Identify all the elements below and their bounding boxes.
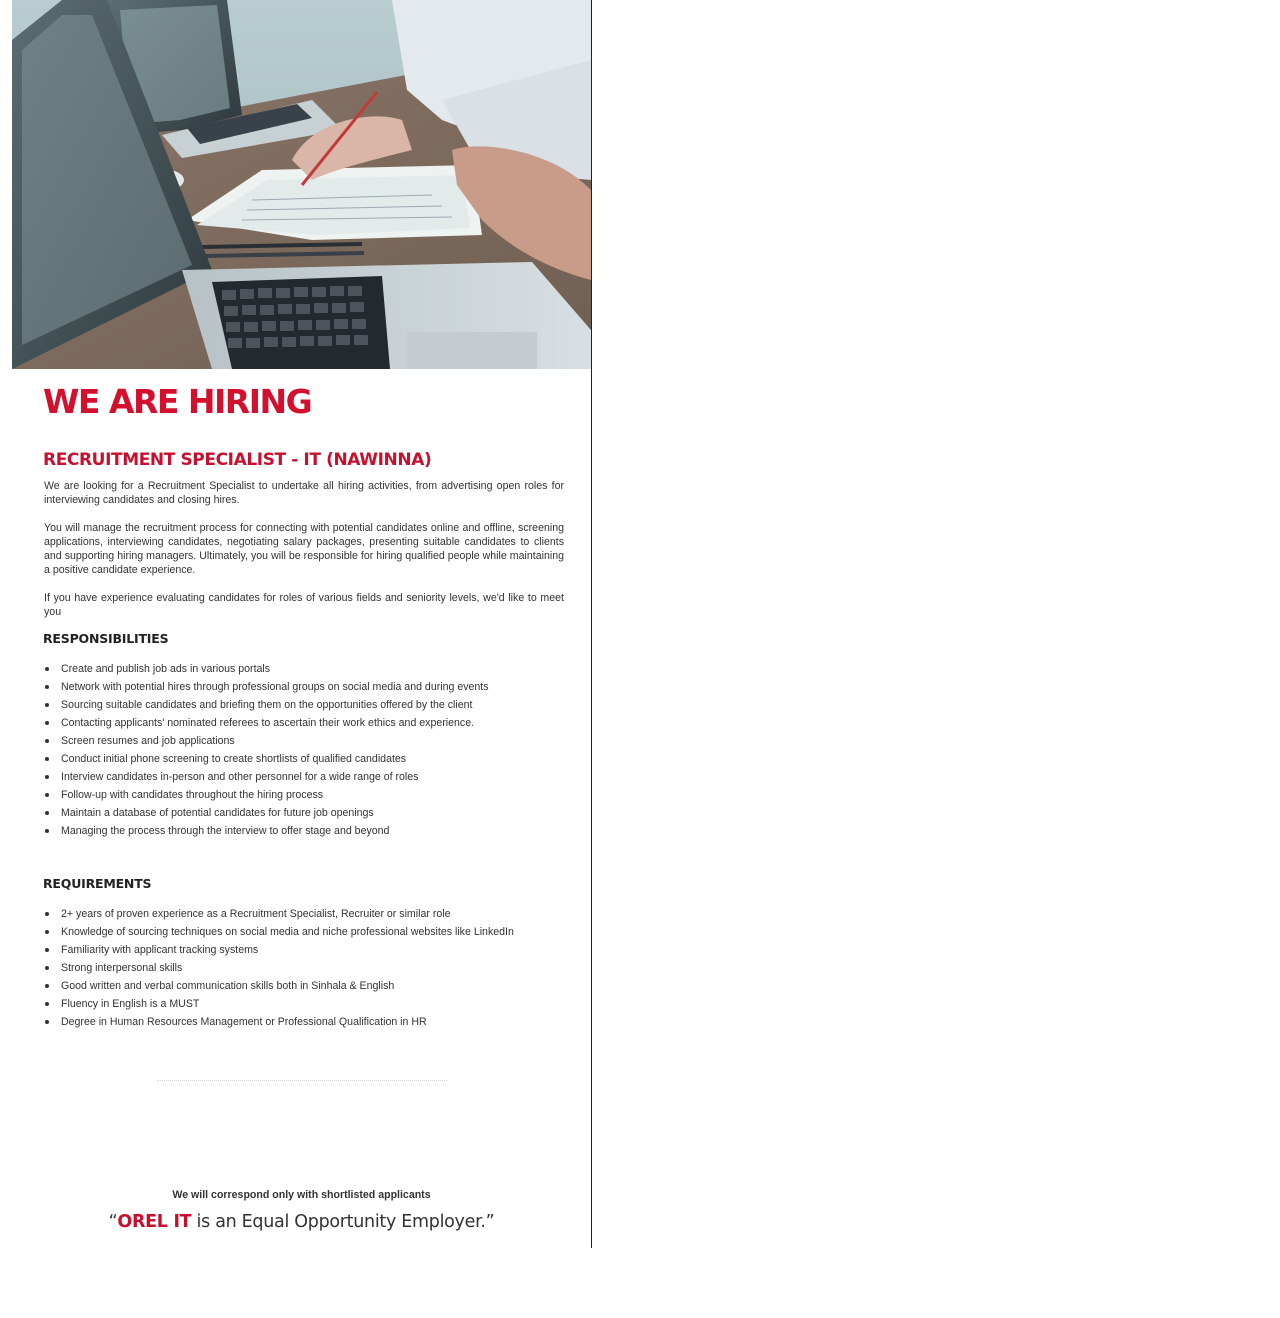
- requirements-list: [44, 905, 574, 1031]
- company-brand: OREL IT: [117, 1212, 192, 1232]
- list-item: Maintain a database of potential candidates for future job openings: [44, 804, 574, 822]
- eoe-text: is an Equal Opportunity Employer.”: [191, 1212, 495, 1232]
- list-item: Sourcing suitable candidates and briefing them on the opportunities offered by the client: [44, 696, 574, 714]
- list-item: Knowledge of sourcing techniques on social media and niche professional websites like LinkedIn: [44, 923, 574, 941]
- job-title: RECRUITMENT SPECIALIST - IT (NAWINNA): [43, 450, 432, 470]
- list-item: Contacting applicants' nominated referees to ascertain their work ethics and experience.: [44, 714, 574, 732]
- list-item: Conduct initial phone screening to create shortlists of qualified candidates: [44, 750, 574, 768]
- list-item: Good written and verbal communication skills both in Sinhala & English: [44, 977, 574, 995]
- quote-open: “: [108, 1212, 118, 1232]
- intro-paragraph-3: If you have experience evaluating candidates for roles of various fields and seniority levels, we'd like to meet you: [44, 592, 564, 618]
- list-item: Network with potential hires through professional groups on social media and during events: [44, 678, 574, 696]
- intro-paragraph-2: You will manage the recruitment process for connecting with potential candidates online and offline, screening applications, interviewing candidates, negotiating salary packages, presenting suitable candidates to clients and supporting hiring managers. Ultimately, you will be responsible for hiring qualified people while maintaining a positive candidate experience.: [44, 522, 564, 576]
- list-item: Create and publish job ads in various portals: [44, 660, 574, 678]
- list-item: Interview candidates in-person and other personnel for a wide range of roles: [44, 768, 574, 786]
- responsibilities-heading: RESPONSIBILITIES: [43, 631, 169, 646]
- dotted-divider: [157, 1080, 447, 1081]
- list-item: 2+ years of proven experience as a Recruitment Specialist, Recruiter or similar role: [44, 905, 574, 923]
- list-item: Familiarity with applicant tracking systems: [44, 941, 574, 959]
- job-poster: [12, 0, 592, 1248]
- list-item: Follow-up with candidates throughout the hiring process: [44, 786, 574, 804]
- intro-paragraph-1: We are looking for a Recruitment Specialist to undertake all hiring activities, from advertising open roles for interviewing candidates and closing hires.: [44, 480, 564, 506]
- office-desk-photo: [12, 0, 591, 369]
- list-item: Managing the process through the interview to offer stage and beyond: [44, 822, 574, 840]
- list-item: Screen resumes and job applications: [44, 732, 574, 750]
- shortlist-note: We will correspond only with shortlisted applicants: [172, 1189, 431, 1201]
- equal-opportunity-statement: [12, 1212, 591, 1232]
- list-item: Fluency in English is a MUST: [44, 995, 574, 1013]
- list-item: Strong interpersonal skills: [44, 959, 574, 977]
- we-are-hiring-title: WE ARE HIRING: [43, 382, 312, 421]
- list-item: Degree in Human Resources Management or Professional Qualification in HR: [44, 1013, 574, 1031]
- responsibilities-list: [44, 660, 574, 840]
- laptops-and-paperwork-illustration: [12, 0, 591, 369]
- requirements-heading: REQUIREMENTS: [43, 876, 152, 891]
